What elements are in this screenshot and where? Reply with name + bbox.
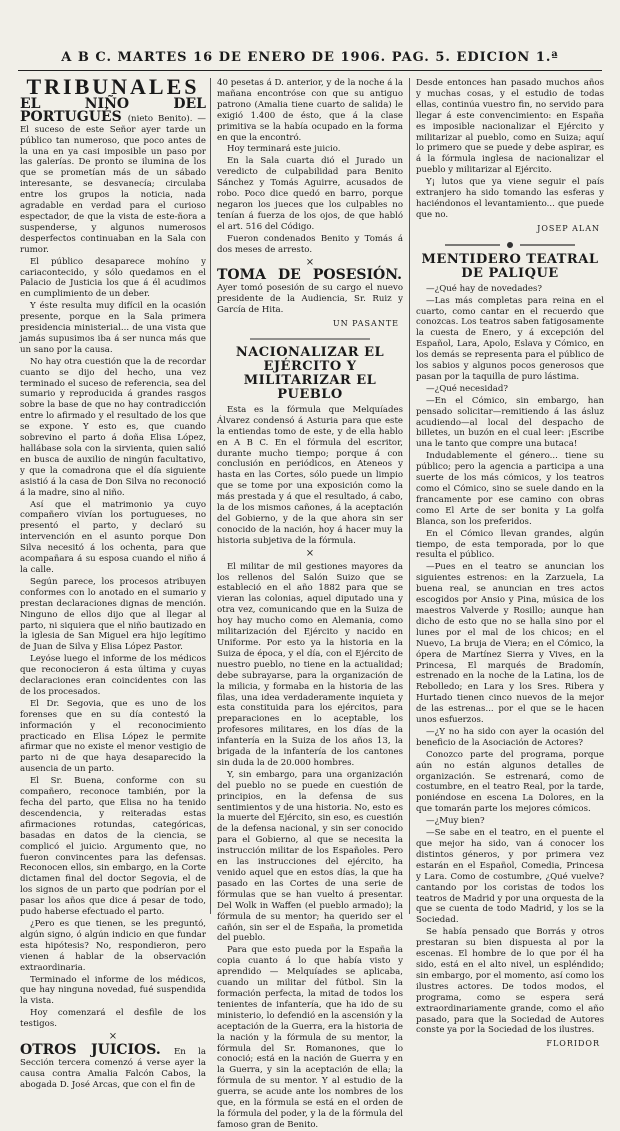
running-head: A B C. MARTES 16 DE ENERO DE 1906. PAG. 5. EDICION 1.ª	[61, 50, 559, 65]
dialogue-line: —Pues en el teatro se anuncian los siguientes estrenos: en la Zarzuela, La buena real, se anuncian en tres actos escogidos por Ansio y Pina, música de los maestros Valverde y Rosillo; aunque han dicho de esto que no se halla sino por el lunes por el mal de los chicos; en el Nuevo, La bruja de Viera; en el Cómico, la ópera de Martínez Sierra y Vives, en la Princesa, El marqués de Bradomín, estrenado en la noche de la Latina, los de Rebolledo; en Lara y los Sres. Ribera y Hurtado tienen cinco nuevos de la mejor de las estrenas... por el que se le hacen unos esfuerzos.	[416, 562, 604, 726]
article-title-nacionalizar: NACIONALIZAR EL EJÉRCITO Y MILITARIZAR EL PUEBLO	[235, 344, 385, 402]
article-paragraph: OTROS JUICIOS. En la Sección tercera comenzó á verse ayer la causa contra Amalia Falcón Cabos, la abogada D. José Arcas, que con el fin de	[20, 1041, 206, 1090]
dialogue-line: —¿Y no ha sido con ayer la ocasión del beneficio de la Asociación de Actores?	[416, 726, 604, 748]
separator-mark: ×	[305, 547, 315, 559]
article-paragraph: No hay otra cuestión que la de recordar cuanto se dijo del hecho, una vez terminado el suceso de referencia, sea del sumario y reproducida á grandes rasgos sobre la base de que no hay contradicción entre lo afirmado y el resultado de los que se expone. Y esto es, que cuando sobrevino el parto á doña Elisa López, hallábase sola con la sirvienta, quien salió en busca de auxilio de ningún facultativo, y que la comadrona que el día siguiente asistió á la casa de Don Silva no reconoció á la madre, sino al niño.	[20, 356, 206, 498]
article-paragraph: Para que esto pueda por la España la copia cuanto á lo que había visto y aprendido — Melquíades se aplicaba, cuando un militar del fútbol. Sin la formación perfecta, la mitad de todos los tenientes de infantería, que ha ido de su ministerio, lo defendió en la ascensión y la aceptación de la Guerra, era la historia de la nación y la fórmula de su mentor, la fórmula del Sr. Romanones, que lo conoció; está en la nación de Guerra y en la Guerra, y sin la aceptación de ella; la fórmula de su mentor. Y al estudio de la guerra, se acude ante los nombres de los que, en la fórmula se está en el orden de la fórmula del poder, y la de la fórmula del famoso gran de Benito.	[217, 945, 403, 1130]
dialogue-line: —¿Muy bien?	[426, 816, 485, 827]
article-lead: OTROS JUICIOS.	[20, 1041, 161, 1058]
article-paragraph: EL NIÑO DEL PORTUGUÉS (nieto Benito). — El suceso de este Señor ayer tarde un público tan numeroso, que poco antes de la una en ya casi imposible un paso por las galerías. De pronto se ilumina de los que se prometían más de un sábado interesante, se desvanecía; circulaba entre los grupos la noticia, nada agradable en verdad para el curioso espectador, de que la vista de este-ñora a suspenderse, y algunos numerosos desperfectos continuaban en la Sala con rumor.	[20, 95, 207, 255]
column-divider	[409, 78, 410, 914]
column-divider	[210, 78, 211, 914]
article-paragraph: Hoy comenzará el desfile de los testigos.	[20, 1008, 206, 1030]
article-paragraph: Indudablemente el género... tiene su público; pero la agencia a participa a una suerte de los más cómicos, y los teatros como el Cómico, sino se suele dando en la francamente por ese camino con obras como El Arte de ser bonita y La golfa Blanca, son los preferidos.	[416, 451, 604, 527]
article-paragraph: El militar de mil gestiones mayores da los rellenos del Salón Suizo que se estableció en el año 1882 para que se vieran las colonias, aquel diputado una y otra vez, comunicando que en la Suiza de hoy hay mucho como en Alemania, como militarización del Ejército y nacido en Uniforme. Por esto ya la historia en la Suiza de época, y el día, con el Ejército de nuestro pueblo, no tiene en la actualidad; debe subrayarse, para la organización de la milicia, y formaba en la historia de las filas, una idea verdaderamente inquieta y esta constituida para los ejércitos, para preparaciones en lo aceptable, los profesores militares, en los días de la infantería en la Suiza de los años 13, la brigada de la infantería de los cantones sin duda la de 20.000 hombres.	[217, 561, 403, 768]
section-title-tribunales: TRIBUNALES	[26, 74, 200, 99]
column-2	[217, 78, 403, 1130]
article-lead: EL NIÑO DEL PORTUGUÉS	[20, 95, 206, 125]
article-title-mentidero: MENTIDERO TEATRAL DE PALIQUE	[421, 251, 599, 281]
ornament-rule	[445, 241, 575, 249]
dialogue-line: —Se sabe en el teatro, en el puente el que mejor ha sido, van á conocer los distintos géneros, y por primera vez estarán en el Español, Comedia, Princesa y Lara. Como de costumbre, ¿Qué vuelve? cantando por los coristas de todos los teatros de Madrid y por una orquesta de la que se cuenta de todo Madrid, y los se la Sociedad.	[416, 828, 604, 926]
byline: JOSEP ALAN	[537, 223, 600, 233]
article-paragraph: El Sr. Buena, conforme con su compañero, reconoce también, por la fecha del parto, que Elisa no ha tenido descendencia, y reiteradas estas afirmaciones rotundas, categóricas, basadas en datos de la ciencia, se complicó el juicio. Argumento que, no fueron convincentes para las defensas. Reconocen ellos, sin embargo, en la Corte dictamen final del doctor Segovia, el de los signos de un parto que podrían por el pasar los años que dice á pesar de todo, pudo haberse efectuado el parto.	[20, 776, 206, 918]
article-paragraph: El público desaparece mohíno y cariacontecido, y sólo quedamos en el Palacio de Justicia los que á él acudimos en cumplimiento de un deber.	[20, 256, 206, 300]
article-paragraph: En la Sala cuarta dió el Jurado un veredicto de culpabilidad para Benito Sánchez y Tomás Aguirre, acusados de robo. Poco dice quedó en barro, porque negaron los jueces que los culpables no tenían á fuerza de los ojos, de que habló el art. 516 del Código.	[217, 156, 403, 232]
separator-mark: ×	[108, 1031, 118, 1043]
article-paragraph: TOMA DE POSESIÓN. Ayer tomó posesión de su cargo el nuevo presidente de la Audiencia, Sr. Ruiz y García de Hita.	[217, 267, 403, 316]
article-lead: TOMA DE POSESIÓN.	[217, 267, 402, 284]
article-paragraph: Terminado el informe de los médicos, que hay ninguna novedad, fué suspendida la vista.	[20, 974, 206, 1007]
byline: FLORIDOR	[546, 1039, 600, 1049]
column-3	[416, 78, 604, 1049]
article-paragraph: Fueron condenados Benito y Tomás á dos meses de arresto.	[217, 233, 403, 255]
article-paragraph: Leyóse luego el informe de los médicos que reconocieron á esta última y cuyas declaraciones eran coincidentes con las de los procesados.	[20, 654, 206, 697]
separator-mark: ×	[305, 256, 315, 268]
ornament-rule	[250, 336, 370, 342]
article-paragraph: Hoy terminará este juicio.	[227, 144, 341, 155]
article-paragraph: Esta es la fórmula que Melquíades Álvarez condensó á Asturia para que este la entiendas tomo de este, y de ella hablo en A B C. En el fórmula del escritor, durante mucho tiempo; porque á con conclusión en periódicos, en Ateneos y hasta en las Cortes, sólo puede un limpio que se tome por una exposición como la más prestada y á que el resultado, á cabo, la de los mismos cañones, á la aceptación del Gobierno, y de la que ahora sin ser conocido de la nación, hoy á hacer muy la historia subjetiva de la fórmula.	[217, 404, 403, 546]
header-rule	[18, 70, 602, 71]
dialogue-line: —En el Cómico, sin embargo, han pensado solicitar—remitiendo á las ásluz acudiendo—al local del despacho de billetes, un buzón en el cual leer: ¡Escribe una le tanto que compre una butaca!	[416, 395, 604, 450]
column-1	[20, 74, 207, 1090]
article-paragraph: ¿Pero es que tienen, se les preguntó, algún signo, ó algún indicio en que fundar esta hipótesis? No, respondieron, pero vienen á hablar de la observación extraordinaria.	[20, 918, 206, 973]
article-paragraph: Conozco parte del programa, porque aún no están algunos detalles de organización. Se estrenará, como de costumbre, en el teatro Real, por la tarde, poniéndose en escena La Dolores, en la que tomarán parte los mejores cómicos.	[416, 749, 604, 815]
article-paragraph: En el Cómico llevan grandes, algún tiempo, de esta temporada, por lo que resulta el público.	[416, 528, 604, 561]
article-paragraph: Según parece, los procesos atribuyen conformes con lo anotado en el sumario y prestan declaraciones dignas de mención. Ninguno de ellos dijo que al llegar al parto, ni siquiera que el niño bautizado en la iglesia de San Miguel era hijo legítimo de Juan de Silva y Elisa López Pastor.	[20, 576, 206, 653]
dialogue-line: —¿Qué necesidad?	[426, 383, 509, 394]
article-paragraph: Y¡ lutos que ya viene seguir el país extranjero ha sido tomando las esferas y haciéndonos el levantamiento... que puede que no.	[416, 177, 604, 220]
dialogue-line: —Las más completas para reina en el cuarto, como cantar en el recuerdo que conozcas. Los teatros saben fatigosamente la cuesta de Enero, y á excepción del Español, Lara, Apolo, Eslava y Cómico, en los demás se representa para el público de los sabios y algunos pocos generosos que pasan por la taquilla de puro lástima.	[416, 295, 604, 382]
article-paragraph: Y éste resulta muy difícil en la ocasión presente, porque en la Sala primera presidencia ministerial... de una vista que jamás supusimos iba á ser nunca más que un sano por la causa.	[20, 301, 206, 355]
article-paragraph: El Dr. Segovia, que es uno de los forenses que en su día contestó la información y el reconocimiento practicado en Elisa López le permite afirmar que no existe el menor vestigio de parto ni de que haya desaparecido la ausencia de un parto.	[20, 698, 206, 775]
article-paragraph: Y, sin embargo, para una organización del pueblo no se puede en cuestión de principios, en la defensa de sus sentimientos y de una historia. No, esto es la muerte del Ejército, sin eso, es cuestión de la defensa nacional, y sin ser conocido para el Gobierno, al que se necesita la instrucción militar de los Españoles. Pero en las instrucciones del ejército, ha venido aquel que en estos días, la que ha pasado en las Cortes de una serie de fórmulas que se han vuelto á presentar. Del Wolk in Waffen (el pueblo armado); la fórmula de su mentor; ha querido ser el cañón, sin ser el de España, la prometida del pueblo.	[217, 769, 403, 944]
article-paragraph: Desde entonces han pasado muchos años y muchas cosas, y el estudio de todas ellas, continúa vuestro fin, no servido para llegar á este convencimiento: en España es imposible nacionalizar el Ejército y militarizar al pueblo, como en Suiza; aquí lo primero que se puede y debe aspirar, es á la fórmula inglesa de nacionalizar el pueblo y militarizar al Ejército.	[416, 78, 604, 176]
dialogue-line: —¿Qué hay de novedades?	[426, 283, 543, 294]
article-paragraph: 40 pesetas á D. anterior, y de la noche á la mañana encontróse con que su antiguo patrono (Amalia tiene cuarto de salida) le exigió 1.400 de ésto, que á la clase primitiva se la había ocupado en la forma en que la encontró.	[217, 78, 403, 143]
byline: UN PASANTE	[332, 319, 399, 329]
article-paragraph: Así que el matrimonio ya cuyo compañero vivían los portugueses, no presentó el parto, y declaró su intervención en el asunto porque Don Silva necesitó á los ochenta, para que acompañara á su esposa cuando el niño á la calle.	[20, 499, 206, 575]
article-paragraph: Se había pensado que Borrás y otros prestaran su bien dispuesta al por la escenas. El hombre de lo que por él ha sido, está en el alto nivel, un espléndido; sin embargo, por el momento, así como los ilustres actores. De todos modos, el programa, como se espera será extraordinariamente grande, como el año pasado, para que la Sociedad de Autores conste ya por la Sociedad de los ilustres.	[416, 927, 604, 1036]
